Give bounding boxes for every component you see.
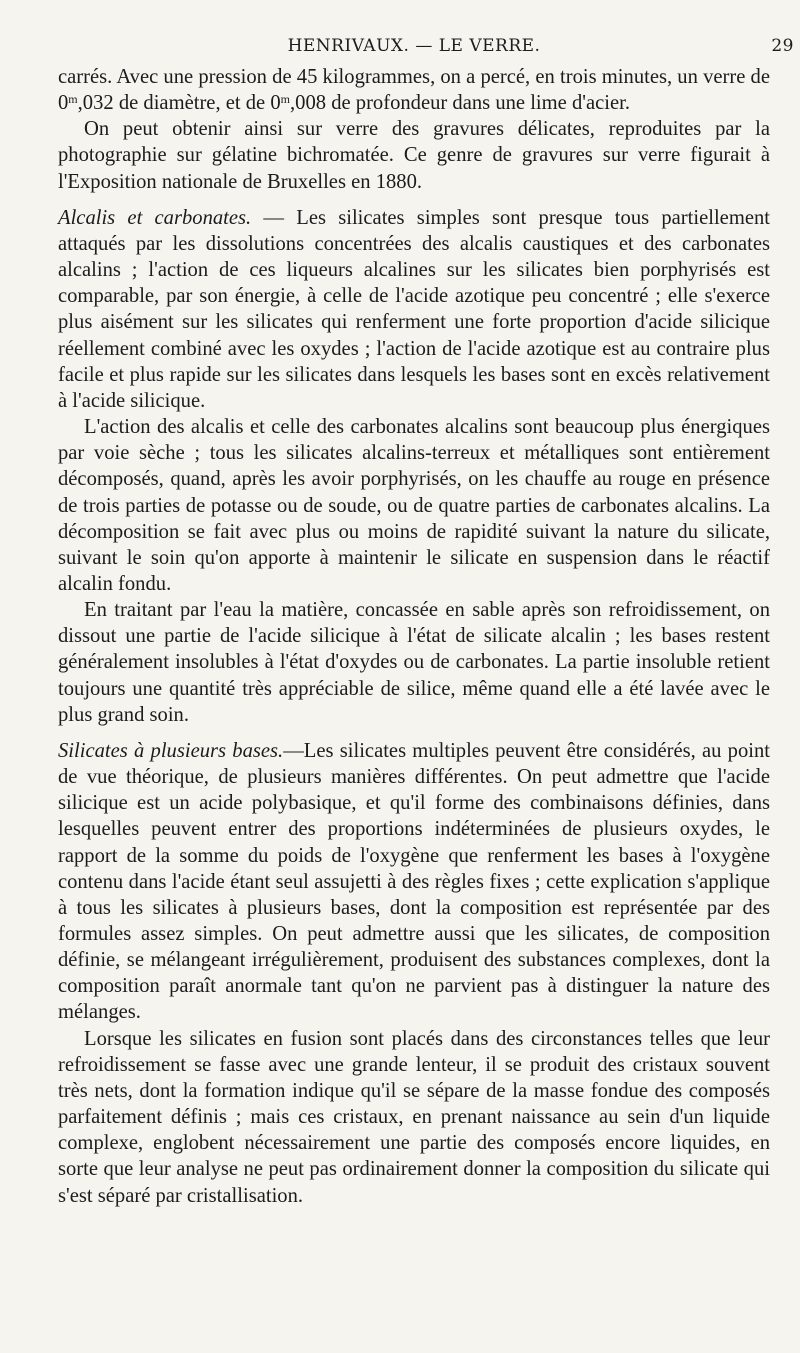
section-heading: Silicates à plusieurs bases. <box>58 739 284 762</box>
running-header <box>58 36 794 60</box>
superscript-m: m <box>68 92 78 107</box>
paragraph-continued <box>58 64 770 116</box>
page-number: 29 <box>771 36 794 56</box>
paragraph: En traitant par l'eau la matière, concassée en sable après son refroidissement, on dissout une partie de l'acide silicique à l'état de silicate alcalin ; les bases restent généralement insolubles à l'état d'oxydes ou de carbonates. La partie insoluble retient toujours une quantité très appréciable de silice, même quand elle a été lavée avec le plus grand soin. <box>58 599 770 726</box>
paragraph-section <box>58 205 770 414</box>
text-run: carrés. Avec une pression de 45 kilogrammes, on a percé, en trois minutes, un verre de 0 <box>58 66 770 115</box>
paragraph: Lorsque les silicates en fusion sont placés dans des circonstances telles que leur refroidissement se fasse avec une grande lenteur, il se produit des cristaux souvent très nets, dont la formation indique qu'il se sépare de la masse fondue des composés parfaitement définis ; mais ces cristaux, en prenant naissance au sein d'un liquide complexe, englobent nécessairement une partie des composés encore liquides, en sorte que leur analyse ne peut pas ordinairement donner la composition du silicate qui s'est séparé par cristallisation. <box>58 1027 770 1207</box>
paragraph: On peut obtenir ainsi sur verre des gravures délicates, reproduites par la photographie sur gélatine bichromatée. Ce genre de gravures sur verre figurait à l'Exposition nationale de Bruxelles en 1880. <box>58 118 770 193</box>
paragraph-section <box>58 738 770 1026</box>
text-run: ,032 de diamètre, et de 0 <box>77 92 281 115</box>
body-text <box>58 64 770 1209</box>
running-title: HENRIVAUX. — LE VERRE. <box>287 36 541 56</box>
text-run: ,008 de profondeur dans une lime d'acier. <box>290 92 630 115</box>
section-text: — Les silicates simples sont presque tous partiellement attaqués par les dissolutions concentrées des alcalis caustiques et des carbonates alcalins ; l'action de ces liqueurs alcalines sur les silicates bien porphyrisés est comparable, par son énergie, à celle de l'acide azotique peu concentré ; elle s'exerce plus aisément sur les silicates qui renferment une forte proportion d'acide silicique réellement combiné avec les oxydes ; l'action de l'acide azotique est au contraire plus facile et plus rapide sur les silicates dans lesquels les bases sont en excès relativement à l'acide silicique. <box>58 206 771 412</box>
paragraph: L'action des alcalis et celle des carbonates alcalins sont beaucoup plus énergiques par voie sèche ; tous les silicates alcalins-terreux et métalliques sont entièrement décomposés, quand, après les avoir porphyrisés, on les chauffe au rouge en présence de trois parties de potasse ou de soude, ou de quatre parties de carbonates alcalins. La décomposition se fait avec plus ou moins de rapidité suivant la nature du silicate, suivant le soin qu'on apporte à maintenir le silicate en suspension dans le réactif alcalin fondu. <box>58 416 770 595</box>
section-text: —Les silicates multiples peuvent être considérés, au point de vue théorique, de plusieurs manières différentes. On peut admettre que l'acide silicique est un acide polybasique, et qu'il forme des combinaisons définies, dans lesquelles peuvent entrer des proportions indéterminées de plusieurs oxydes, le rapport de la somme du poids de l'oxygène que renferment les bases à l'oxygène contenu dans l'acide étant seul assujetti à des règles fixes ; cette explication s'applique à tous les silicates à plusieurs bases, dont la composition est représentée par des formules assez simples. On peut admettre aussi que les silicates, de composition définie, se mélangeant irrégulièrement, produisent des substances complexes, dont la composition paraît anormale tant qu'on ne parvient pas à distinguer la nature des mélanges. <box>58 739 770 1024</box>
superscript-m: m <box>280 92 290 107</box>
section-heading: Alcalis et carbonates. <box>58 206 252 229</box>
